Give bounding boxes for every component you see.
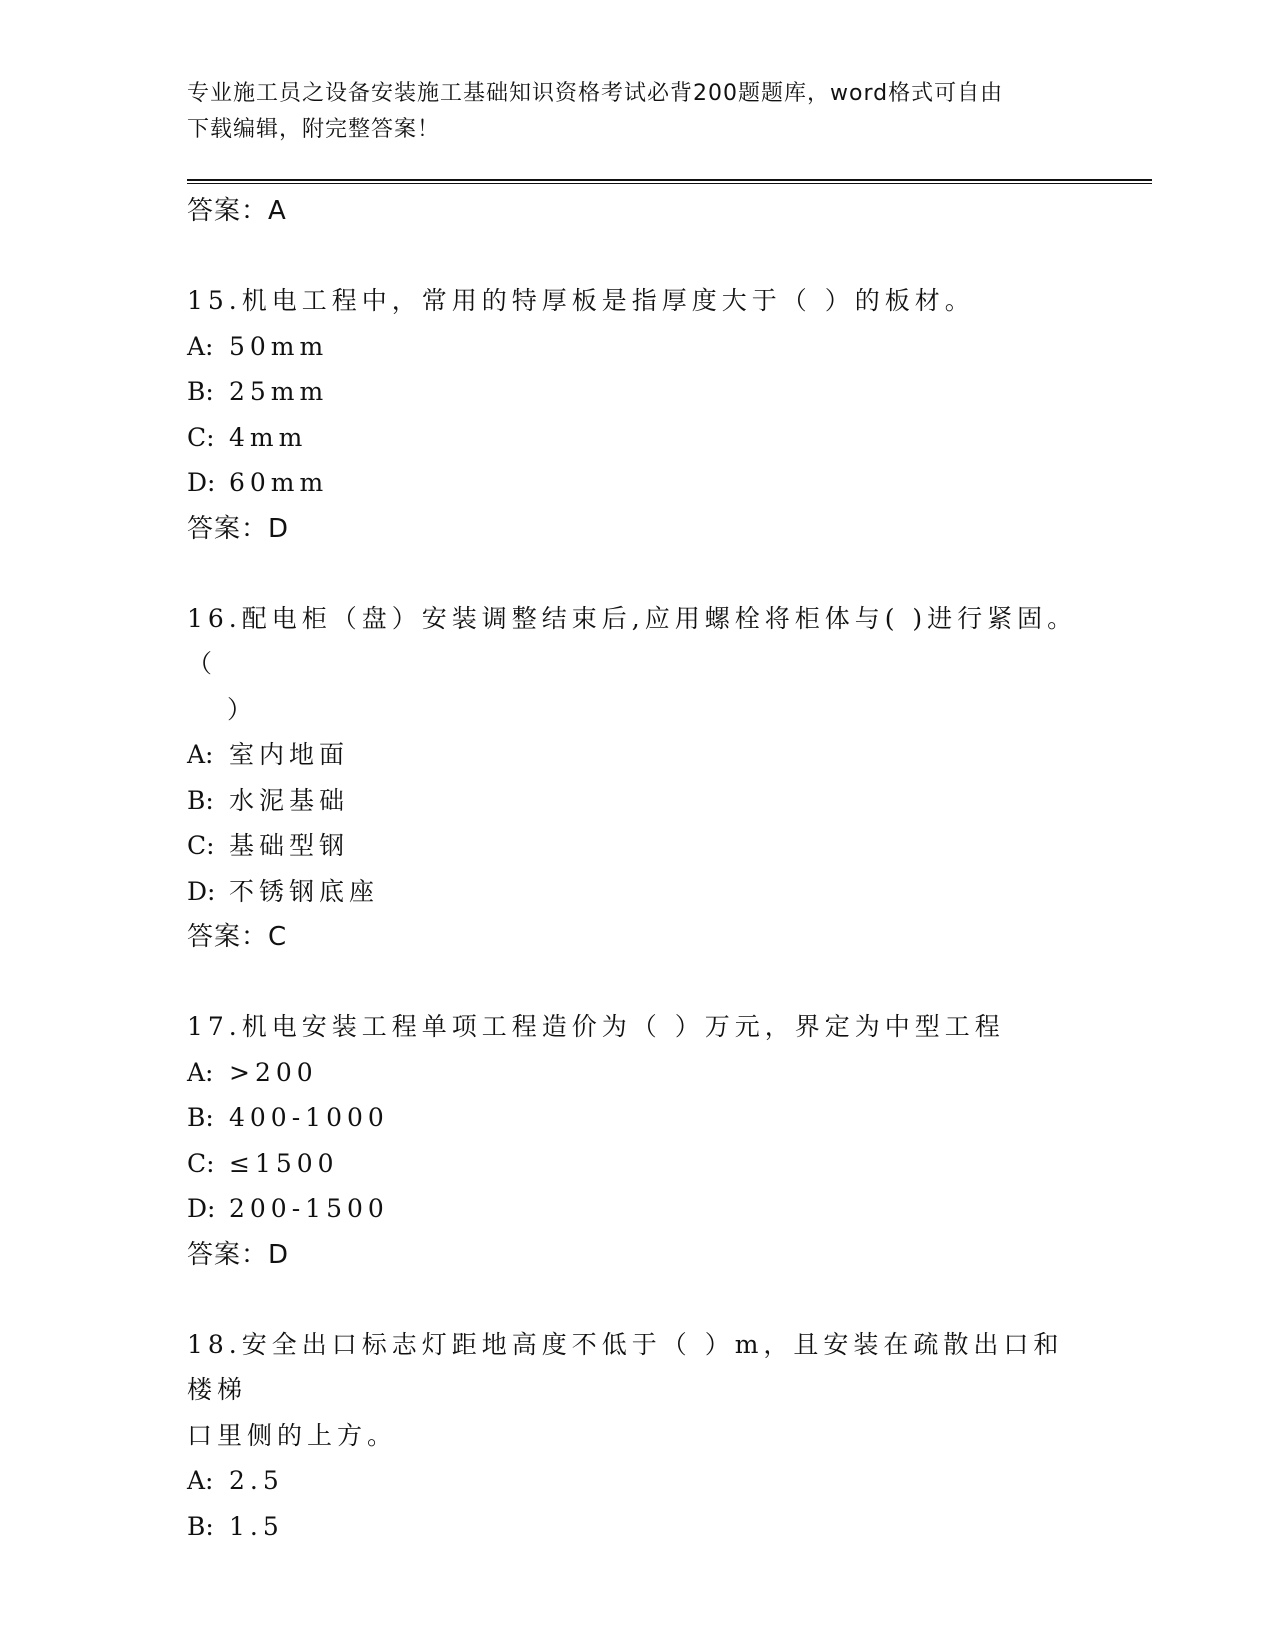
option-a (187, 1458, 1087, 1504)
option-c (187, 823, 1087, 869)
option-d (187, 869, 1087, 915)
option-value: 1.5 (229, 1511, 284, 1541)
option-a (187, 324, 1087, 370)
option-value: 水泥基础 (229, 785, 350, 815)
question-line: 18.安全出口标志灯距地高度不低于（ ）m，且安装在疏散出口和楼梯 (187, 1329, 1064, 1404)
option-label: D: (187, 876, 216, 906)
header-divider-thick (187, 179, 1152, 181)
option-label: B: (187, 1511, 214, 1541)
option-label: C: (187, 1148, 215, 1178)
question-line: 口里侧的上方。 (187, 1420, 398, 1450)
option-value: 200-1500 (229, 1194, 389, 1223)
option-value: 4mm (229, 422, 308, 452)
option-b (187, 1095, 1087, 1141)
option-a (187, 1050, 1087, 1096)
question-text (187, 1004, 1087, 1050)
option-value: 室内地面 (229, 740, 350, 769)
question-list (187, 188, 1087, 1549)
question-line-continuation: ） (227, 694, 258, 724)
option-a (187, 732, 1087, 778)
header-divider-thin (187, 183, 1152, 184)
option-label: B: (187, 1103, 214, 1132)
question-text (187, 596, 1087, 733)
header-line-2: 下载编辑，附完整答案！ (187, 117, 441, 142)
option-value: 50mm (229, 331, 329, 361)
option-d (187, 460, 1087, 506)
question-block-17 (187, 1004, 1087, 1278)
question-line: 15.机电工程中，常用的特厚板是指厚度大于（ ）的板材。 (187, 286, 975, 315)
question-block-16 (187, 596, 1087, 961)
option-label: A: (187, 331, 214, 361)
question-text (187, 1322, 1087, 1459)
option-value: 基础型钢 (229, 831, 350, 860)
option-label: D: (187, 1194, 216, 1223)
option-label: A: (187, 1466, 214, 1495)
answer-line: 答案：D (187, 1239, 290, 1270)
option-value: 不锈钢底座 (229, 876, 380, 906)
spacer (187, 1278, 1087, 1322)
option-value: 60mm (229, 468, 329, 497)
option-label: A: (187, 1057, 214, 1087)
option-b (187, 369, 1087, 415)
option-value: 25mm (229, 377, 329, 406)
option-label: D: (187, 468, 216, 497)
option-value: 2.5 (229, 1466, 284, 1495)
spacer (187, 552, 1087, 596)
option-c (187, 1141, 1087, 1187)
answer-line: 答案：D (187, 513, 290, 544)
option-b (187, 778, 1087, 824)
option-value: ≤1500 (229, 1148, 339, 1178)
option-d (187, 1186, 1087, 1232)
option-c (187, 415, 1087, 461)
option-b (187, 1504, 1087, 1550)
option-value: >200 (229, 1057, 318, 1087)
option-label: A: (187, 740, 214, 769)
document-header (187, 76, 1067, 148)
answer-line: 答案：A (187, 196, 287, 226)
option-value: 400-1000 (229, 1103, 389, 1132)
question-block-15 (187, 278, 1087, 552)
question-text (187, 278, 1087, 324)
spacer (187, 234, 1087, 278)
option-label: C: (187, 831, 215, 860)
question-line: 17.机电安装工程单项工程造价为（ ）万元，界定为中型工程 (187, 1012, 1005, 1041)
option-label: C: (187, 422, 215, 452)
spacer (187, 960, 1087, 1004)
question-block-18 (187, 1322, 1087, 1550)
option-label: B: (187, 785, 214, 815)
answer-line: 答案：C (187, 922, 288, 952)
question-line: 16.配电柜（盘）安装调整结束后,应用螺栓将柜体与( )进行紧固。（ (187, 603, 1078, 678)
header-line-1: 专业施工员之设备安装施工基础知识资格考试必背200题题库，word格式可自由 (187, 81, 1004, 106)
option-label: B: (187, 377, 214, 406)
